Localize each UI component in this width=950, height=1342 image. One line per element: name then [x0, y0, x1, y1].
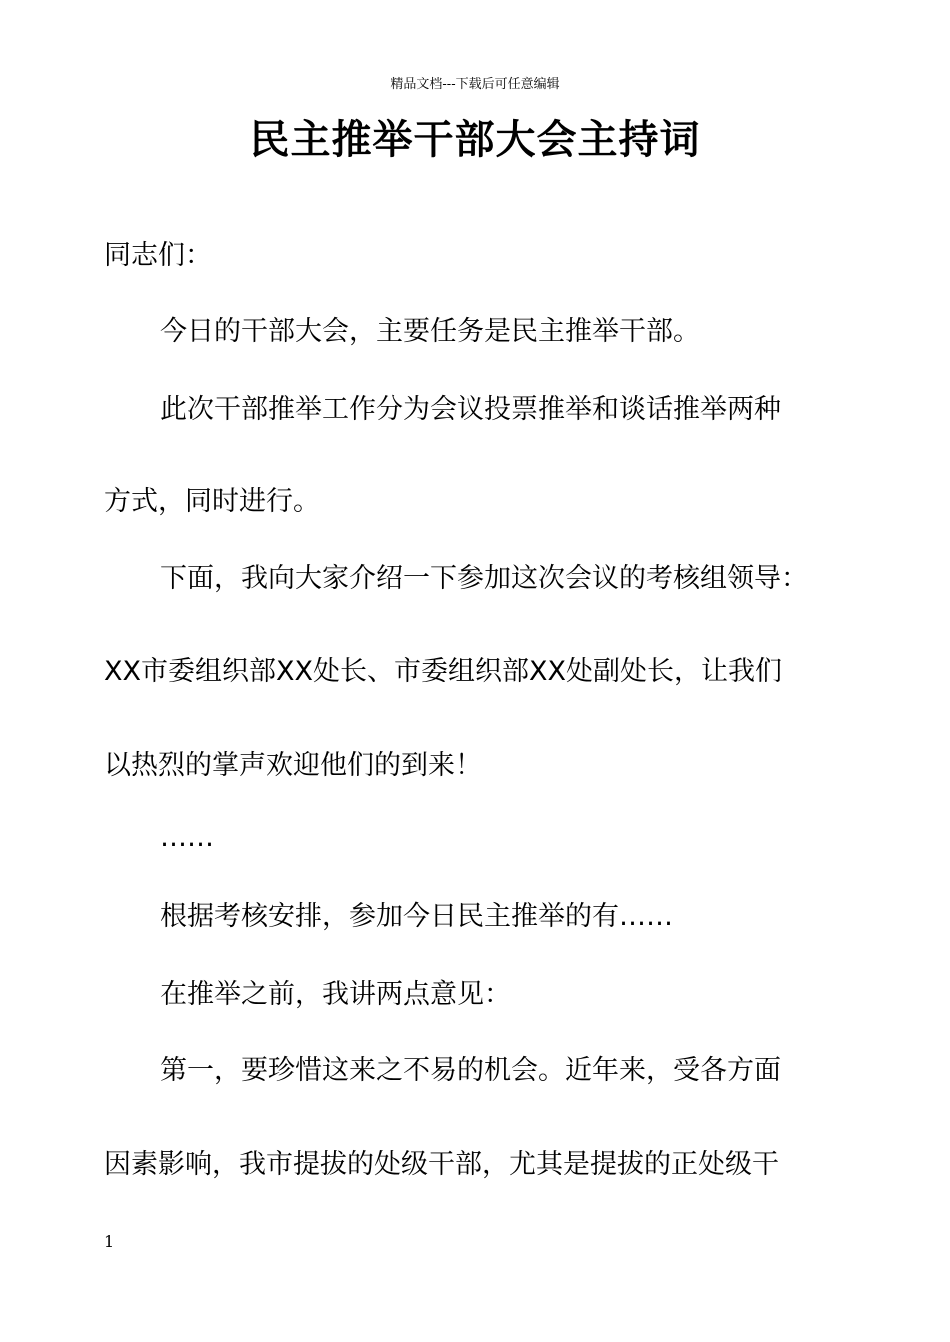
- page-number: 1: [104, 1232, 115, 1251]
- text-line-ellipsis: ……: [160, 822, 214, 853]
- text-line-greeting: 同志们：: [104, 240, 212, 271]
- text-line: 根据考核安排，参加今日民主推举的有……: [160, 901, 673, 932]
- text-line: 下面，我向大家介绍一下参加这次会议的考核组领导：: [160, 563, 808, 594]
- text-line: 此次干部推举工作分为会议投票推举和谈话推举两种: [160, 394, 781, 425]
- document-title: 民主推举干部大会主持词: [249, 116, 701, 163]
- text-line: 在推举之前，我讲两点意见：: [160, 979, 511, 1010]
- text-line: 今日的干部大会，主要任务是民主推举干部。: [160, 316, 700, 347]
- text-line: 因素影响，我市提拔的处级干部，尤其是提拔的正处级干: [104, 1149, 779, 1180]
- document-header: 精品文档---下载后可任意编辑: [390, 77, 560, 92]
- text-line: XX市委组织部XX处长、市委组织部XX处副处长，让我们: [104, 656, 782, 687]
- text-line: 方式，同时进行。: [104, 486, 320, 517]
- text-line: 以热烈的掌声欢迎他们的到来！: [104, 750, 482, 781]
- text-line: 第一，要珍惜这来之不易的机会。近年来，受各方面: [160, 1055, 781, 1086]
